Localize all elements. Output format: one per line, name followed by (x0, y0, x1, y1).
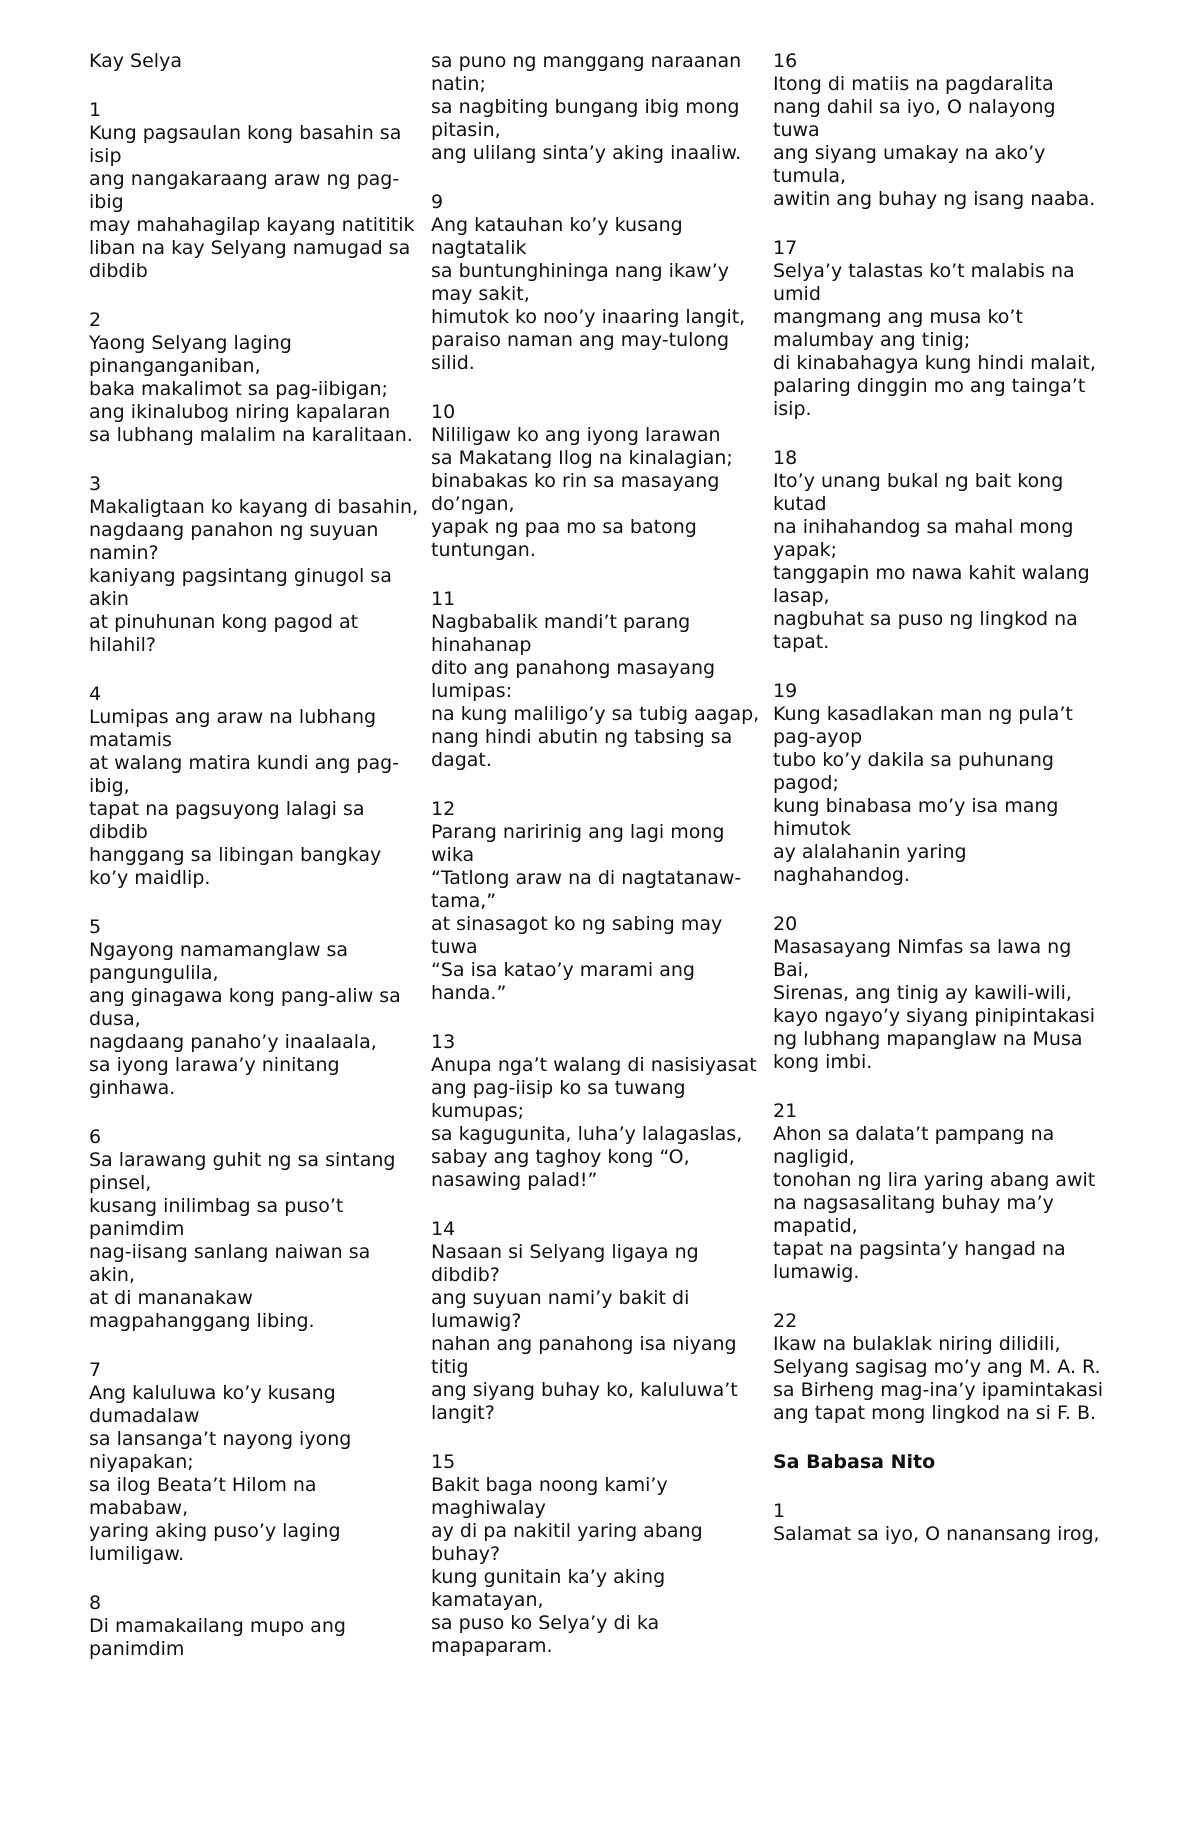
stanza-line: ang nangakaraang araw ng pag-ibig (89, 168, 400, 213)
stanza-line: Ito’y unang bukal ng bait kong kutad (773, 470, 1064, 515)
stanza-number: 5 (89, 916, 102, 938)
stanza (431, 401, 761, 562)
stanza-line: Ikaw na bulaklak niring dilidili, (773, 1333, 1061, 1355)
stanza-line: Nasaan si Selyang ligaya ng dibdib? (431, 1241, 699, 1286)
stanza-line: sa ilog Beata’t Hilom na mababaw, (89, 1474, 317, 1519)
stanza-line: Bakit baga noong kami’y maghiwalay (431, 1474, 668, 1519)
stanza-line: baka makalimot sa pag-iibigan; (89, 378, 388, 400)
stanza-line: Di mamakailang mupo ang panimdim (89, 1615, 346, 1660)
stanza-line: Masasayang Nimfas sa lawa ng Bai, (773, 936, 1072, 981)
stanza-line: sa Makatang Ilog na kinalagian; (431, 447, 733, 469)
stanza-line: Kung kasadlakan man ng pula’t pag-ayop (773, 703, 1073, 748)
stanza-line: Sa larawang guhit ng sa sintang pinsel, (89, 1149, 396, 1194)
stanza-line: tanggapin mo nawa kahit walang lasap, (773, 562, 1090, 607)
stanza-line: palaring dinggin mo ang tainga’t isip. (773, 375, 1086, 420)
stanza-number: 1 (89, 99, 102, 121)
stanza (89, 1359, 419, 1566)
stanza-number: 2 (89, 309, 102, 331)
stanza-line: Lumipas ang araw na lubhang matamis (89, 706, 377, 751)
stanza-line: Makaligtaan ko kayang di basahin, (89, 496, 419, 518)
stanza (89, 309, 419, 447)
stanza-number: 1 (773, 1500, 786, 1522)
stanza-line: kaniyang pagsintang ginugol sa akin (89, 565, 392, 610)
stanza (773, 1310, 1103, 1425)
stanza-line: “Tatlong araw na di nagtatanaw-tama,” (431, 867, 742, 912)
stanza-line: Anupa nga’t walang di nasisiyasat (431, 1054, 757, 1076)
stanza-line: ang suyuan nami’y bakit di lumawig? (431, 1287, 690, 1332)
stanza-line: Nililigaw ko ang iyong larawan (431, 424, 721, 446)
stanza (773, 913, 1103, 1074)
stanza (431, 191, 761, 375)
stanza-line: Kung pagsaulan kong basahin sa isip (89, 122, 402, 167)
stanza-line: Sirenas, ang tinig ay kawili-wili, (773, 982, 1072, 1004)
stanza-number: 7 (89, 1359, 102, 1381)
stanza-line: nang hindi abutin ng tabsing sa dagat. (431, 726, 733, 771)
stanza (773, 50, 1103, 211)
stanza-line: Ang kaluluwa ko’y kusang dumadalaw (89, 1382, 336, 1427)
stanza-number: 19 (773, 680, 798, 702)
stanza-line: sa kagugunita, luha’y lalagaslas, (431, 1123, 743, 1145)
stanza (773, 237, 1103, 421)
stanza-line: yaring aking puso’y laging lumiligaw. (89, 1520, 341, 1565)
stanza-line: ang ulilang sinta’y aking inaaliw. (431, 142, 742, 164)
stanza-line: nag-iisang sanlang naiwan sa akin, (89, 1241, 371, 1286)
stanza (773, 680, 1103, 887)
stanza (431, 1031, 761, 1192)
stanza-number: 21 (773, 1100, 798, 1122)
stanza-line: sa lansanga’t nayong iyong niyapakan; (89, 1428, 352, 1473)
stanza-line: tapat na pagsuyong lalagi sa dibdib (89, 798, 365, 843)
stanza-line: sa iyong larawa’y ninitang ginhawa. (89, 1054, 340, 1099)
stanza (89, 1592, 419, 1661)
stanza-line: Nagbabalik mandi’t parang hinahanap (431, 611, 691, 656)
stanza-line: binabakas ko rin sa masayang do’ngan, (431, 470, 720, 515)
stanza-line: ng lubhang mapanglaw na Musa kong imbi. (773, 1028, 1083, 1073)
stanza-line: at walang matira kundi ang pag-ibig, (89, 752, 400, 797)
stanza-number: 8 (89, 1592, 102, 1614)
column-2 (431, 50, 761, 1684)
stanza-number: 12 (431, 798, 456, 820)
stanza-line: kung gunitain ka’y aking kamatayan, (431, 1566, 666, 1611)
stanza-line: at di mananakaw magpahanggang libing. (89, 1287, 315, 1332)
stanza-line: Yaong Selyang laging pinanganganiban, (89, 332, 292, 377)
stanza-line: sabay ang taghoy kong “O, nasawing palad!” (431, 1146, 690, 1191)
stanza-number: 15 (431, 1451, 456, 1473)
stanza (89, 683, 419, 890)
stanza-line: ang siyang umakay na ako’y tumula, (773, 142, 1046, 187)
stanza (773, 1100, 1103, 1284)
stanza-line: na kung maliligo’y sa tubig aagap, (431, 703, 760, 725)
stanza-line: at sinasagot ko ng sabing may tuwa (431, 913, 723, 958)
stanza-number: 14 (431, 1218, 456, 1240)
stanza-number: 16 (773, 50, 798, 72)
stanza-number: 20 (773, 913, 798, 935)
stanza-line: Selya’y talastas ko’t malabis na umid (773, 260, 1075, 305)
stanza-line: nang dahil sa iyo, O nalayong tuwa (773, 96, 1056, 141)
stanza (431, 1451, 761, 1658)
stanza-line: paraiso naman ang may-tulong silid. (431, 329, 730, 374)
stanza-line: dito ang panahong masayang lumipas: (431, 657, 716, 702)
column-3 (773, 50, 1103, 1572)
stanza (89, 99, 419, 283)
stanza (773, 447, 1103, 654)
stanza-line: Ahon sa dalata’t pampang na nagligid, (773, 1123, 1055, 1168)
stanza-line: sa puso ko Selya’y di ka mapaparam. (431, 1612, 660, 1657)
stanza-line: Selyang sagisag mo’y ang M. A. R. (773, 1356, 1101, 1378)
stanza-line: tonohan ng lira yaring abang awit (773, 1169, 1096, 1191)
stanza-number: 3 (89, 473, 102, 495)
stanza-line: at pinuhunan kong pagod at hilahil? (89, 611, 359, 656)
stanza-number: 22 (773, 1310, 798, 1332)
stanza-continued (431, 50, 761, 165)
stanza-line: Parang naririnig ang lagi mong wika (431, 821, 725, 866)
stanza-line: sa lubhang malalim na karalitaan. (89, 424, 413, 446)
stanza-line: ang ginagawa kong pang-aliw sa dusa, (89, 985, 401, 1030)
stanza-line: yapak ng paa mo sa batong tuntungan. (431, 516, 697, 561)
stanza-number: 11 (431, 588, 456, 610)
stanza-line: tubo ko’y dakila sa puhunang pagod; (773, 749, 1054, 794)
stanza-line: awitin ang buhay ng isang naaba. (773, 188, 1096, 210)
stanza-line: sa nagbiting bungang ibig mong pitasin, (431, 96, 740, 141)
stanza-line: Salamat sa iyo, O nanansang irog, (773, 1523, 1100, 1545)
stanza-line: Ang katauhan ko’y kusang nagtatalik (431, 214, 683, 259)
stanza-number: 18 (773, 447, 798, 469)
stanza (431, 588, 761, 772)
stanza-line: mangmang ang musa ko’t malumbay ang tinig; (773, 306, 1023, 351)
stanza (89, 1126, 419, 1333)
stanza-number: 10 (431, 401, 456, 423)
column-1 (89, 50, 419, 1687)
stanza-line: liban na kay Selyang namugad sa dibdib (89, 237, 411, 282)
stanza-number: 6 (89, 1126, 102, 1148)
stanza-line: ay alalahanin yaring naghahandog. (773, 841, 967, 886)
stanza-line: na nagsasalitang buhay ma’y mapatid, (773, 1192, 1054, 1237)
stanza-line: “Sa isa katao’y marami ang handa.” (431, 959, 695, 1004)
section-heading: Sa Babasa Nito (773, 1451, 936, 1473)
stanza-line: nagdaang panahon ng suyuan namin? (89, 519, 379, 564)
stanza-line: kung binabasa mo’y isa mang himutok (773, 795, 1059, 840)
stanza-line: tapat na pagsinta’y hangad na lumawig. (773, 1238, 1066, 1283)
stanza-line: kusang inilimbag sa puso’t panimdim (89, 1195, 344, 1240)
stanza-line: ang pag-iisip ko sa tuwang kumupas; (431, 1077, 686, 1122)
stanza (89, 916, 419, 1100)
stanza-line: di kinabahagya kung hindi malait, (773, 352, 1096, 374)
stanza (89, 473, 419, 657)
stanza-line: ang siyang buhay ko, kaluluwa’t langit? (431, 1379, 738, 1424)
stanza-line: himutok ko noo’y inaaring langit, (431, 306, 746, 328)
stanza-line: ang ikinalubog niring kapalaran (89, 401, 391, 423)
stanza-line: ay di pa nakitil yaring abang buhay? (431, 1520, 703, 1565)
stanza-number: 17 (773, 237, 798, 259)
stanza-line: na inihahandog sa mahal mong yapak; (773, 516, 1074, 561)
stanza (431, 1218, 761, 1425)
stanza-number: 4 (89, 683, 102, 705)
stanza-number: 9 (431, 191, 444, 213)
stanza-line: nagdaang panaho’y inaalaala, (89, 1031, 377, 1053)
stanza (431, 798, 761, 1005)
stanza-number: 13 (431, 1031, 456, 1053)
poem-title: Kay Selya (89, 50, 182, 72)
stanza-line: sa puno ng manggang naraanan natin; (431, 50, 742, 95)
stanza-line: kayo ngayo’y siyang pinipintakasi (773, 1005, 1095, 1027)
stanza-line: sa Birheng mag-ina’y ipamintakasi (773, 1379, 1103, 1401)
stanza (773, 1500, 1103, 1546)
stanza-line: may mahahagilap kayang natititik (89, 214, 415, 236)
stanza-line: ang tapat mong lingkod na si F. B. (773, 1402, 1097, 1424)
stanza-line: Ngayong namamanglaw sa pangungulila, (89, 939, 349, 984)
stanza-line: nahan ang panahong isa niyang titig (431, 1333, 737, 1378)
stanza-line: nagbuhat sa puso ng lingkod na tapat. (773, 608, 1078, 653)
stanza-line: hanggang sa libingan bangkay ko’y maidlip. (89, 844, 382, 889)
stanza-line: Itong di matiis na pagdaralita (773, 73, 1054, 95)
stanza-line: sa buntunghininga nang ikaw’y may sakit, (431, 260, 729, 305)
